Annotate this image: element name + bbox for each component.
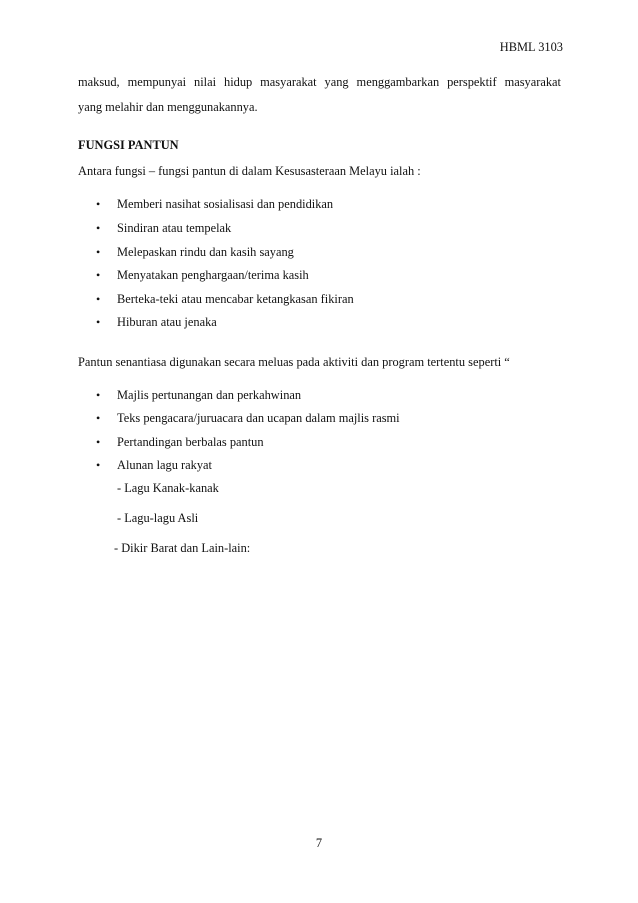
document-code-header: HBML 3103 [499, 40, 563, 54]
sub-list-item: - Lagu-lagu Asli [117, 511, 199, 525]
bullet-icon: • [96, 435, 101, 449]
intro-paragraph [78, 70, 561, 120]
bullet-icon: • [96, 268, 101, 282]
bullet-icon: • [96, 245, 101, 259]
section-heading: FUNGSI PANTUN [78, 138, 179, 152]
list-item-text: Hiburan atau jenaka [117, 315, 217, 329]
list-item-text: Memberi nasihat sosialisasi dan pendidikan [117, 197, 334, 211]
intro-line-1: maksud, mempunyai nilai hidup masyarakat yang menggambarkan perspektif masyarakat [78, 75, 561, 89]
bullet-icon: • [96, 411, 101, 425]
list-item-text: Menyatakan penghargaan/terima kasih [117, 268, 309, 282]
page-number: 7 [315, 836, 323, 850]
list-item-text: Majlis pertunangan dan perkahwinan [117, 388, 302, 402]
sub-list-item: - Lagu Kanak-kanak [117, 481, 219, 495]
bullet-icon: • [96, 315, 101, 329]
list-item-text: Berteka-teki atau mencabar ketangkasan fikiran [117, 292, 354, 306]
bullet-icon: • [96, 221, 101, 235]
list-item-text: Melepaskan rindu dan kasih sayang [117, 245, 294, 259]
bullet-icon: • [96, 458, 101, 472]
list-item-text: Alunan lagu rakyat [117, 458, 212, 472]
functions-lead-text: Antara fungsi – fungsi pantun di dalam Kesusasteraan Melayu ialah : [78, 164, 421, 178]
bullet-icon: • [96, 197, 101, 211]
intro-line-2: yang melahir dan menggunakannya. [78, 100, 258, 114]
list-item-text: Sindiran atau tempelak [117, 221, 232, 235]
bullet-icon: • [96, 292, 101, 306]
list-item-text: Pertandingan berbalas pantun [117, 435, 264, 449]
list-item-text: Teks pengacara/juruacara dan ucapan dalam majlis rasmi [117, 411, 400, 425]
bullet-icon: • [96, 388, 101, 402]
sub-list-item: - Dikir Barat dan Lain-lain: [114, 541, 251, 555]
usage-lead-text: Pantun senantiasa digunakan secara meluas pada aktiviti dan program tertentu seperti “ [78, 355, 510, 369]
